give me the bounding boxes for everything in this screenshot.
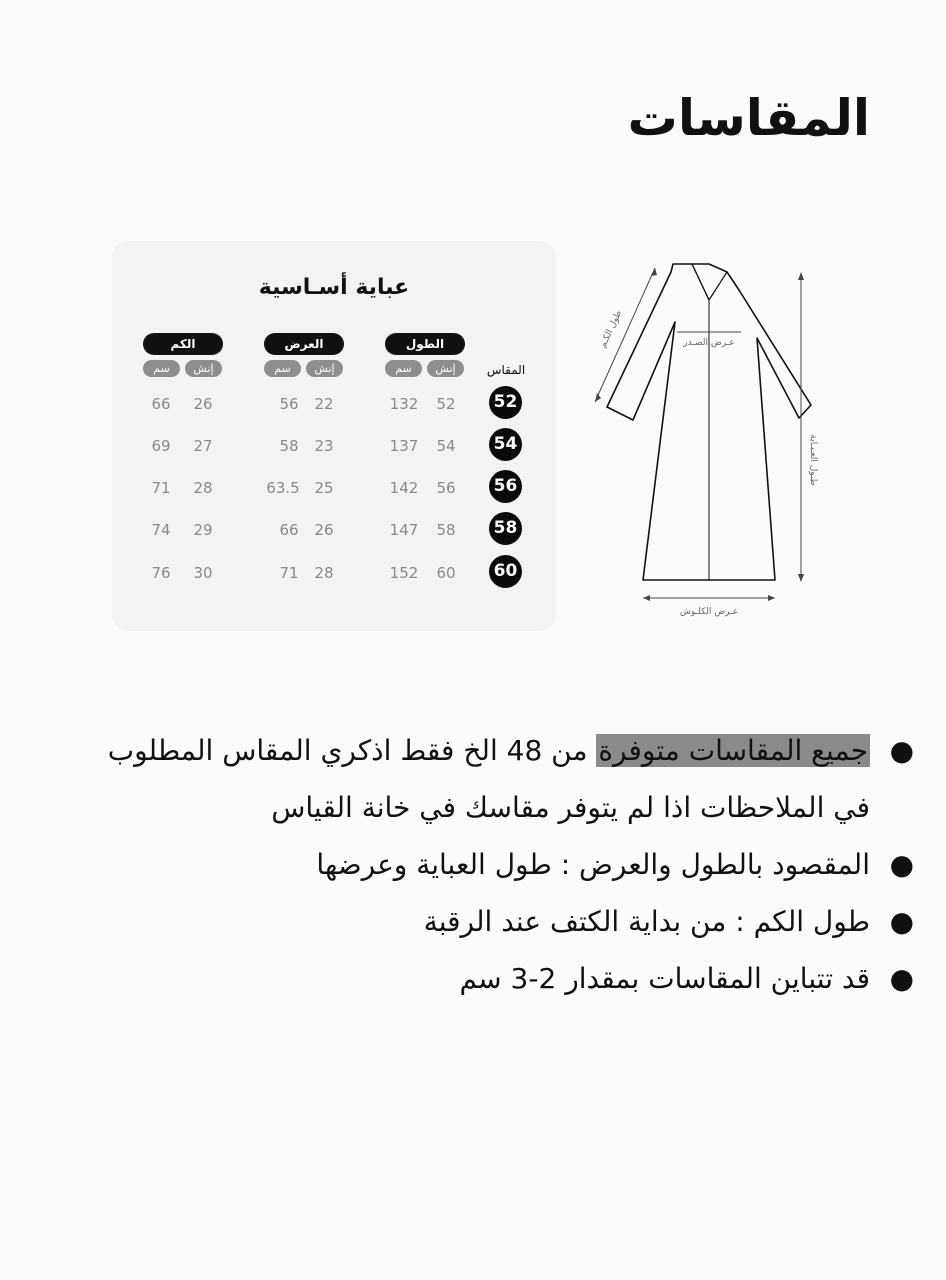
width-cm-cell: 58 (279, 437, 299, 455)
width-inch-cell: 23 (314, 437, 334, 455)
size-badge: 58 (489, 512, 522, 545)
width-inch-cell: 25 (314, 479, 334, 497)
hem-width-label: عـرض الكلـوش (679, 607, 739, 617)
sleeve-inch-cell: 30 (193, 564, 213, 582)
list-item (80, 950, 914, 1007)
size-badge: 52 (489, 386, 522, 419)
length-cm-cell: 142 (389, 479, 419, 497)
length-inch-cell: 52 (436, 395, 456, 413)
bullet-icon: ● (889, 905, 914, 938)
sleeve-cm-cell: 74 (151, 521, 171, 539)
chest-width-label: عـرض الصـدر (683, 338, 735, 348)
highlighted-text: جميع المقاسات متوفرة (598, 734, 868, 767)
note-text: قد تتباين المقاسات بمقدار 2-3 سم (459, 962, 870, 995)
note-text: المقصود بالطول والعرض : طول العباية وعرضها (316, 848, 870, 881)
page-title: المقاسات (627, 89, 870, 147)
length-cm-cell: 152 (389, 564, 419, 582)
sleeve-cm-cell: 69 (151, 437, 171, 455)
abaya-outline-icon (607, 264, 811, 580)
size-column-label: المقاس (486, 363, 526, 377)
sleeve-inch-cell: 29 (193, 521, 213, 539)
sleeve-cm-cell: 66 (151, 395, 171, 413)
list-item (80, 836, 914, 893)
width-cm-cell: 66 (279, 521, 299, 539)
width-inch-cell: 22 (314, 395, 334, 413)
bullet-icon: ● (889, 848, 914, 881)
sleeve-length-label: طول الكـم (598, 308, 625, 350)
group-length-pill: الطول (385, 333, 465, 355)
unit-inch-sleeve: إنش (185, 360, 222, 377)
sleeve-inch-cell: 27 (193, 437, 213, 455)
length-cm-cell: 147 (389, 521, 419, 539)
unit-inch-length: إنش (427, 360, 464, 377)
note-text: من 48 الخ فقط اذكري المقاس المطلوب في الملاحظات اذا لم يتوفر مقاسك في خانة القياس (107, 734, 870, 824)
length-inch-cell: 60 (436, 564, 456, 582)
width-cm-cell: 56 (279, 395, 299, 413)
width-inch-cell: 26 (314, 521, 334, 539)
bullet-icon: ● (889, 734, 914, 767)
bullet-icon: ● (889, 962, 914, 995)
unit-cm-length: سم (385, 360, 422, 377)
length-inch-cell: 56 (436, 479, 456, 497)
group-width-pill: العرض (264, 333, 344, 355)
length-inch-cell: 58 (436, 521, 456, 539)
notes-list (80, 722, 914, 1007)
length-inch-cell: 54 (436, 437, 456, 455)
width-inch-cell: 28 (314, 564, 334, 582)
width-cm-cell: 71 (279, 564, 299, 582)
sleeve-cm-cell: 76 (151, 564, 171, 582)
size-chart-card (112, 241, 556, 631)
sleeve-inch-cell: 26 (193, 395, 213, 413)
size-badge: 60 (489, 555, 522, 588)
width-cm-cell: 63.5 (266, 479, 300, 497)
list-item (80, 722, 914, 836)
abaya-diagram (585, 250, 825, 630)
unit-cm-width: سم (264, 360, 301, 377)
sleeve-inch-cell: 28 (193, 479, 213, 497)
abaya-length-label: طـول العـبـاية (808, 434, 818, 486)
unit-cm-sleeve: سم (143, 360, 180, 377)
group-sleeve-pill: الكم (143, 333, 223, 355)
size-badge: 54 (489, 428, 522, 461)
unit-inch-width: إنش (306, 360, 343, 377)
size-badge: 56 (489, 470, 522, 503)
list-item (80, 893, 914, 950)
chart-title: عباية أسـاسية (258, 275, 410, 300)
note-text: طول الكم : من بداية الكتف عند الرقبة (423, 905, 870, 938)
sleeve-cm-cell: 71 (151, 479, 171, 497)
length-cm-cell: 132 (389, 395, 419, 413)
length-cm-cell: 137 (389, 437, 419, 455)
